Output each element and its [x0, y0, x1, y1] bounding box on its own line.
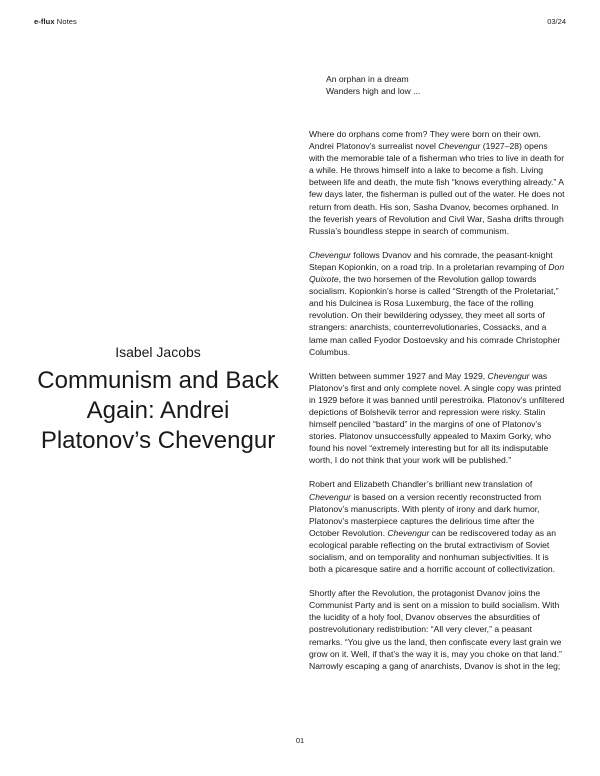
issue-number: 03/24 [547, 17, 566, 26]
publication-logo: e-flux [34, 17, 55, 26]
text-run: follows Dvanov and his comrade, the peasant-knight Stepan Kopionkin, on a road trip. In a proletarian revamping of [309, 249, 553, 272]
body-paragraph [309, 249, 565, 358]
text-run: Where do orphans come from? They were born on their own. Andrei Platonov’s surrealist novel [309, 129, 541, 152]
text-run: was Platonov’s first and only complete novel. A single copy was printed in 1929 before it was banned until perestroika. Platonov’s unfiltered depictions of Bolshevik terror and repression were risky. Stalin himself penciled “bastard” in the margins of one of Platonov’s stories. Platonov unsuccessfully appealed to Maxim Gorky, who found his novel “extremely interesting but for all its indisputable worth, I do not think that your work will be published.” [309, 370, 565, 466]
text-run: Robert and Elizabeth Chandler’s brilliant new translation of [309, 479, 533, 490]
text-run: Written between summer 1927 and May 1929, [309, 370, 488, 381]
page-number: 01 [295, 736, 305, 745]
running-header [34, 17, 77, 26]
epigraph-line: An orphan in a dream [326, 74, 409, 84]
body-paragraph [309, 587, 565, 672]
body-paragraph [309, 370, 565, 467]
epigraph-line: Wanders high and low ... [326, 86, 421, 96]
article-author: Isabel Jacobs [115, 344, 201, 360]
epigraph [326, 73, 420, 97]
italic-title-ref: Don Quixote [309, 261, 565, 285]
italic-title-ref: Chevengur [309, 249, 352, 260]
italic-title-ref: Chevengur [438, 141, 481, 152]
text-run: can be rediscovered today as an ecological parable reflecting on the brutal extractivism of Soviet socialism, and on temporality and nonhuman subjectivities. It is both a picaresque satire and a horrific account of collectivization. [309, 527, 556, 575]
italic-title-ref: Chevengur [487, 370, 530, 381]
section-name: Notes [56, 17, 77, 26]
italic-title-ref: Chevengur [387, 527, 430, 538]
body-paragraph [309, 128, 565, 237]
text-run: , the two horsemen of the Revolution gallop towards socialism. Kopionkin’s horse is called “Strength of the Proletariat,” and his Dulcinea is Rosa Luxemburg, the face of the rolling revolution. On their bewildering odyssey, they meet all sorts of strangers: anarchists, counterrevolutionaries, Cossacks, and a lame man called Fyodor Dostoevsky and his comrade Christopher Columbus. [309, 274, 561, 357]
italic-title-ref: Chevengur [309, 491, 352, 502]
body-paragraph [309, 478, 565, 575]
article-title: Communism and Back Again: Andrei Platonov’s Chevengur [37, 367, 279, 454]
text-run: Shortly after the Revolution, the protagonist Dvanov joins the Communist Party and is sent on a mission to build socialism. With the lucidity of a holy fool, Dvanov observes the absurdities of postrevolutionary redistribution: “All very clever,” a peasant remarks. “You give us the land, then confiscate every last grain we grow on it. Well, if that’s the way it is, may you choke on that land.” Narrowly escaping a gang of anarchists, Dvanov is shot in the leg; [309, 588, 562, 671]
text-run: is based on a version recently reconstructed from Platonov’s manuscripts. With plenty of irony and dark humor, Platonov’s masterpiece captures the delirious time after the October Revolution. [309, 491, 542, 538]
text-run: (1927–28) opens with the memorable tale of a fisherman who tries to live in death for a while. He throws himself into a lake to become a fish. Living between life and death, the mute fish “knows everything already.” A few days later, the fisherman is pulled out of the water. He does not return from death. His son, Sasha Dvanov, becomes orphaned. In the feverish years of Revolution and Civil War, Sasha drifts through Russia’s boundless steppe in search of communism. [309, 141, 565, 236]
article-body [309, 128, 565, 684]
